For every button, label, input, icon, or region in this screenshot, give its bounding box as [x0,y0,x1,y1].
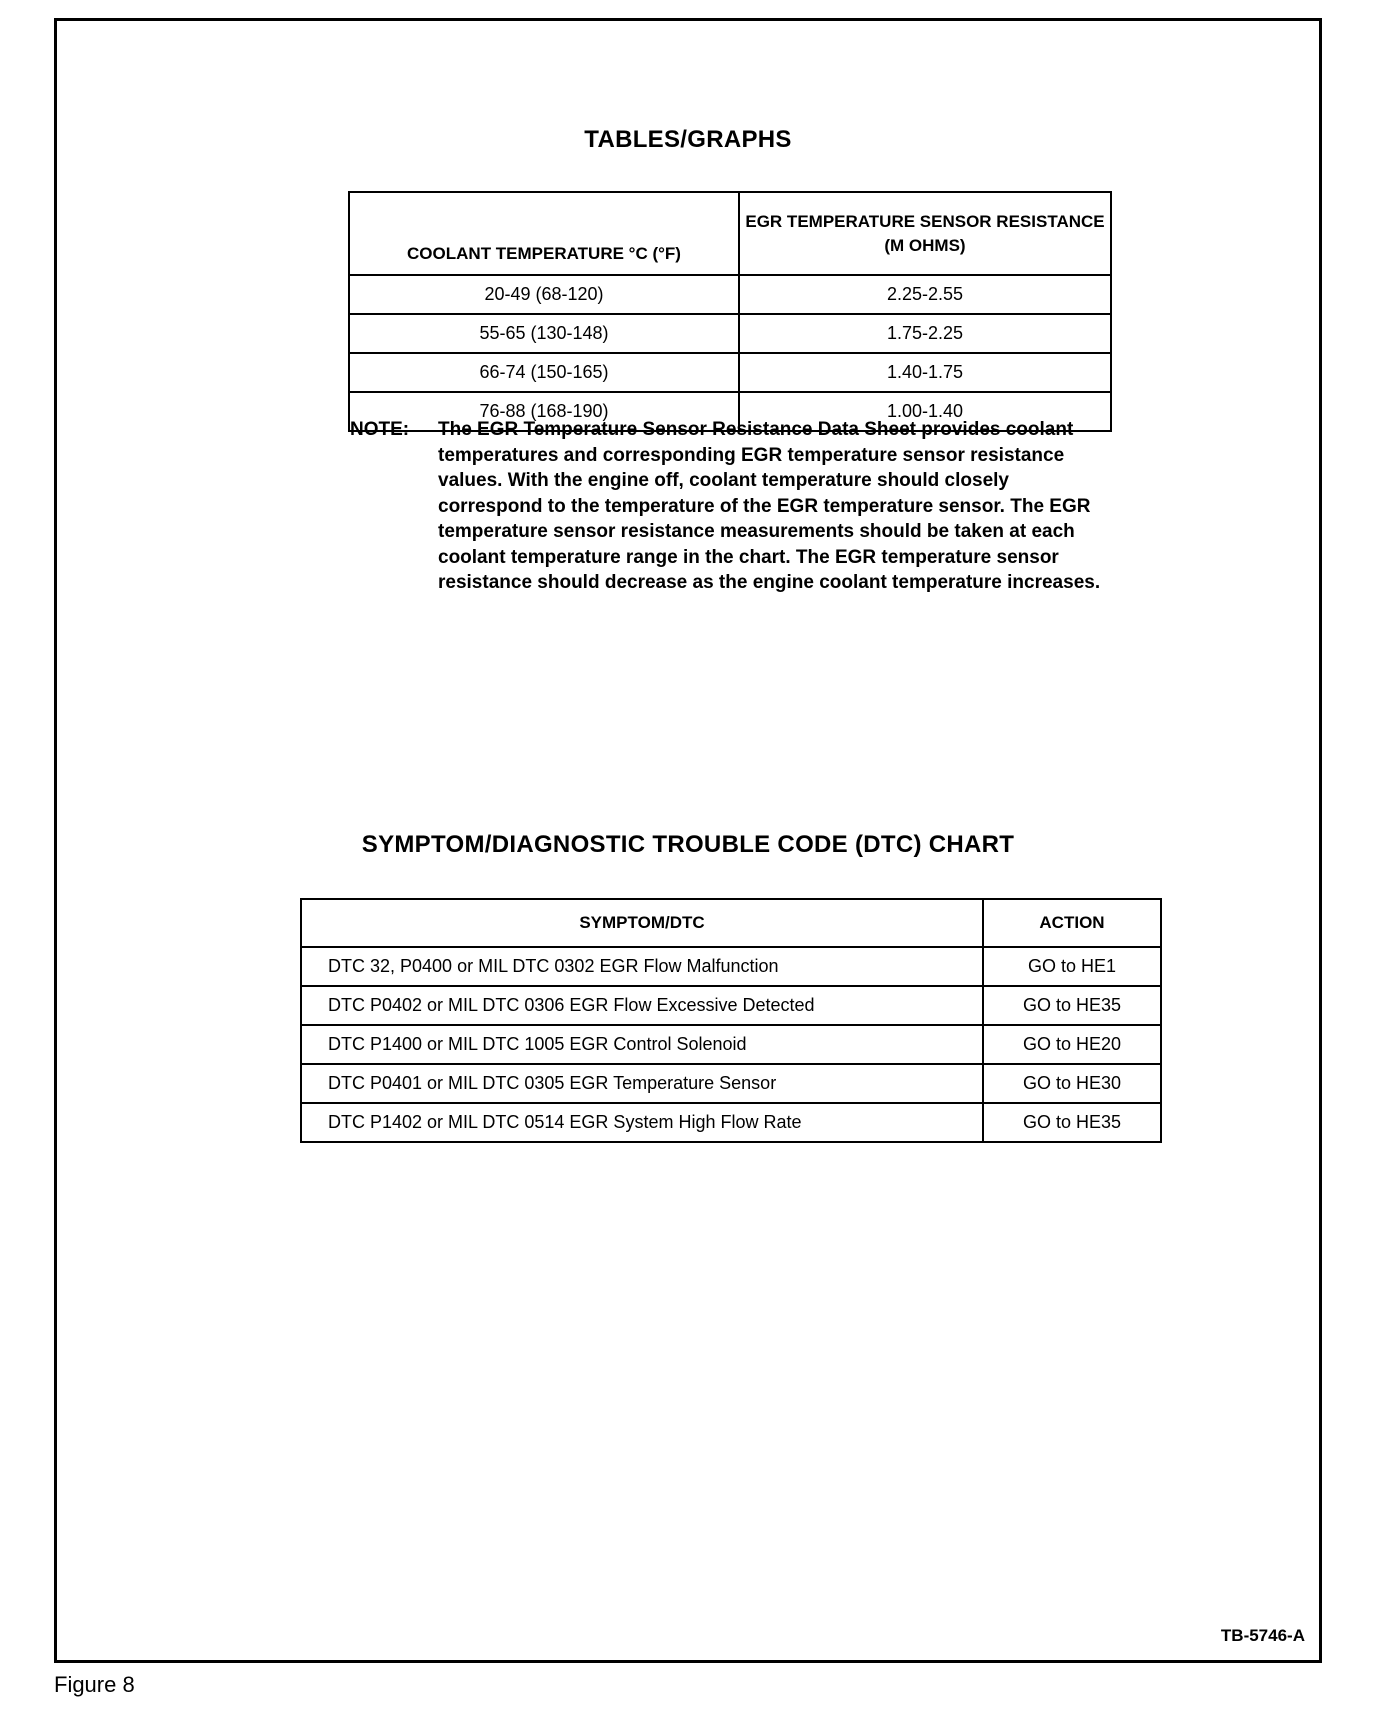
action-cell: GO to HE1 [983,947,1161,986]
table-row [301,986,1161,1025]
note-block [350,417,1110,596]
symptom-cell: DTC 32, P0400 or MIL DTC 0302 EGR Flow Malfunction [301,947,983,986]
action-cell: GO to HE35 [983,1103,1161,1142]
tables-graphs-title: TABLES/GRAPHS [584,126,792,153]
table-row [301,1103,1161,1142]
coolant-temperature-cell: 76-88 (168-190) [349,392,739,431]
figure-caption: Figure 8 [54,1672,135,1697]
dtc-table [300,898,1162,1143]
coolant-temperature-cell: 55-65 (130-148) [349,314,739,353]
coolant-temperature-cell: 66-74 (150-165) [349,353,739,392]
symptom-cell: DTC P0401 or MIL DTC 0305 EGR Temperature Sensor [301,1064,983,1103]
resistance-cell: 1.40-1.75 [739,353,1111,392]
symptom-cell: DTC P1400 or MIL DTC 1005 EGR Control Solenoid [301,1025,983,1064]
note-label: NOTE: [350,419,410,440]
coolant-temperature-header: COOLANT TEMPERATURE °C (°F) [349,192,739,275]
table-header-row [349,192,1111,275]
resistance-cell: 1.00-1.40 [739,392,1111,431]
table-row [349,275,1111,314]
coolant-temperature-cell: 20-49 (68-120) [349,275,739,314]
action-cell: GO to HE35 [983,986,1161,1025]
table-row [301,947,1161,986]
table-row [301,1025,1161,1064]
action-header: ACTION [983,899,1161,947]
resistance-table [348,191,1112,432]
symptom-cell: DTC P0402 or MIL DTC 0306 EGR Flow Excessive Detected [301,986,983,1025]
page-frame [54,18,1322,1663]
table-row [301,1064,1161,1103]
table-header-row [301,899,1161,947]
figure-code: TB-5746-A [1220,1626,1305,1645]
table-row [349,314,1111,353]
table-row [349,353,1111,392]
dtc-chart-title: SYMPTOM/DIAGNOSTIC TROUBLE CODE (DTC) CHART [361,831,1015,858]
symptom-cell: DTC P1402 or MIL DTC 0514 EGR System High Flow Rate [301,1103,983,1142]
resistance-cell: 1.75-2.25 [739,314,1111,353]
resistance-header: EGR TEMPERATURE SENSOR RESISTANCE (M OHMS) [739,192,1111,275]
resistance-cell: 2.25-2.55 [739,275,1111,314]
note-text: The EGR Temperature Sensor Resistance Data Sheet provides coolant temperatures and corresponding EGR temperature sensor resistance values. With the engine off, coolant temperature should closely correspond to the temperature of the EGR temperature sensor. The EGR temperature sensor resistance measurements should be taken at each coolant temperature range in the chart. The EGR temperature sensor resistance should decrease as the engine coolant temperature increases. [438,419,1101,593]
action-cell: GO to HE20 [983,1025,1161,1064]
symptom-dtc-header: SYMPTOM/DTC [301,899,983,947]
action-cell: GO to HE30 [983,1064,1161,1103]
